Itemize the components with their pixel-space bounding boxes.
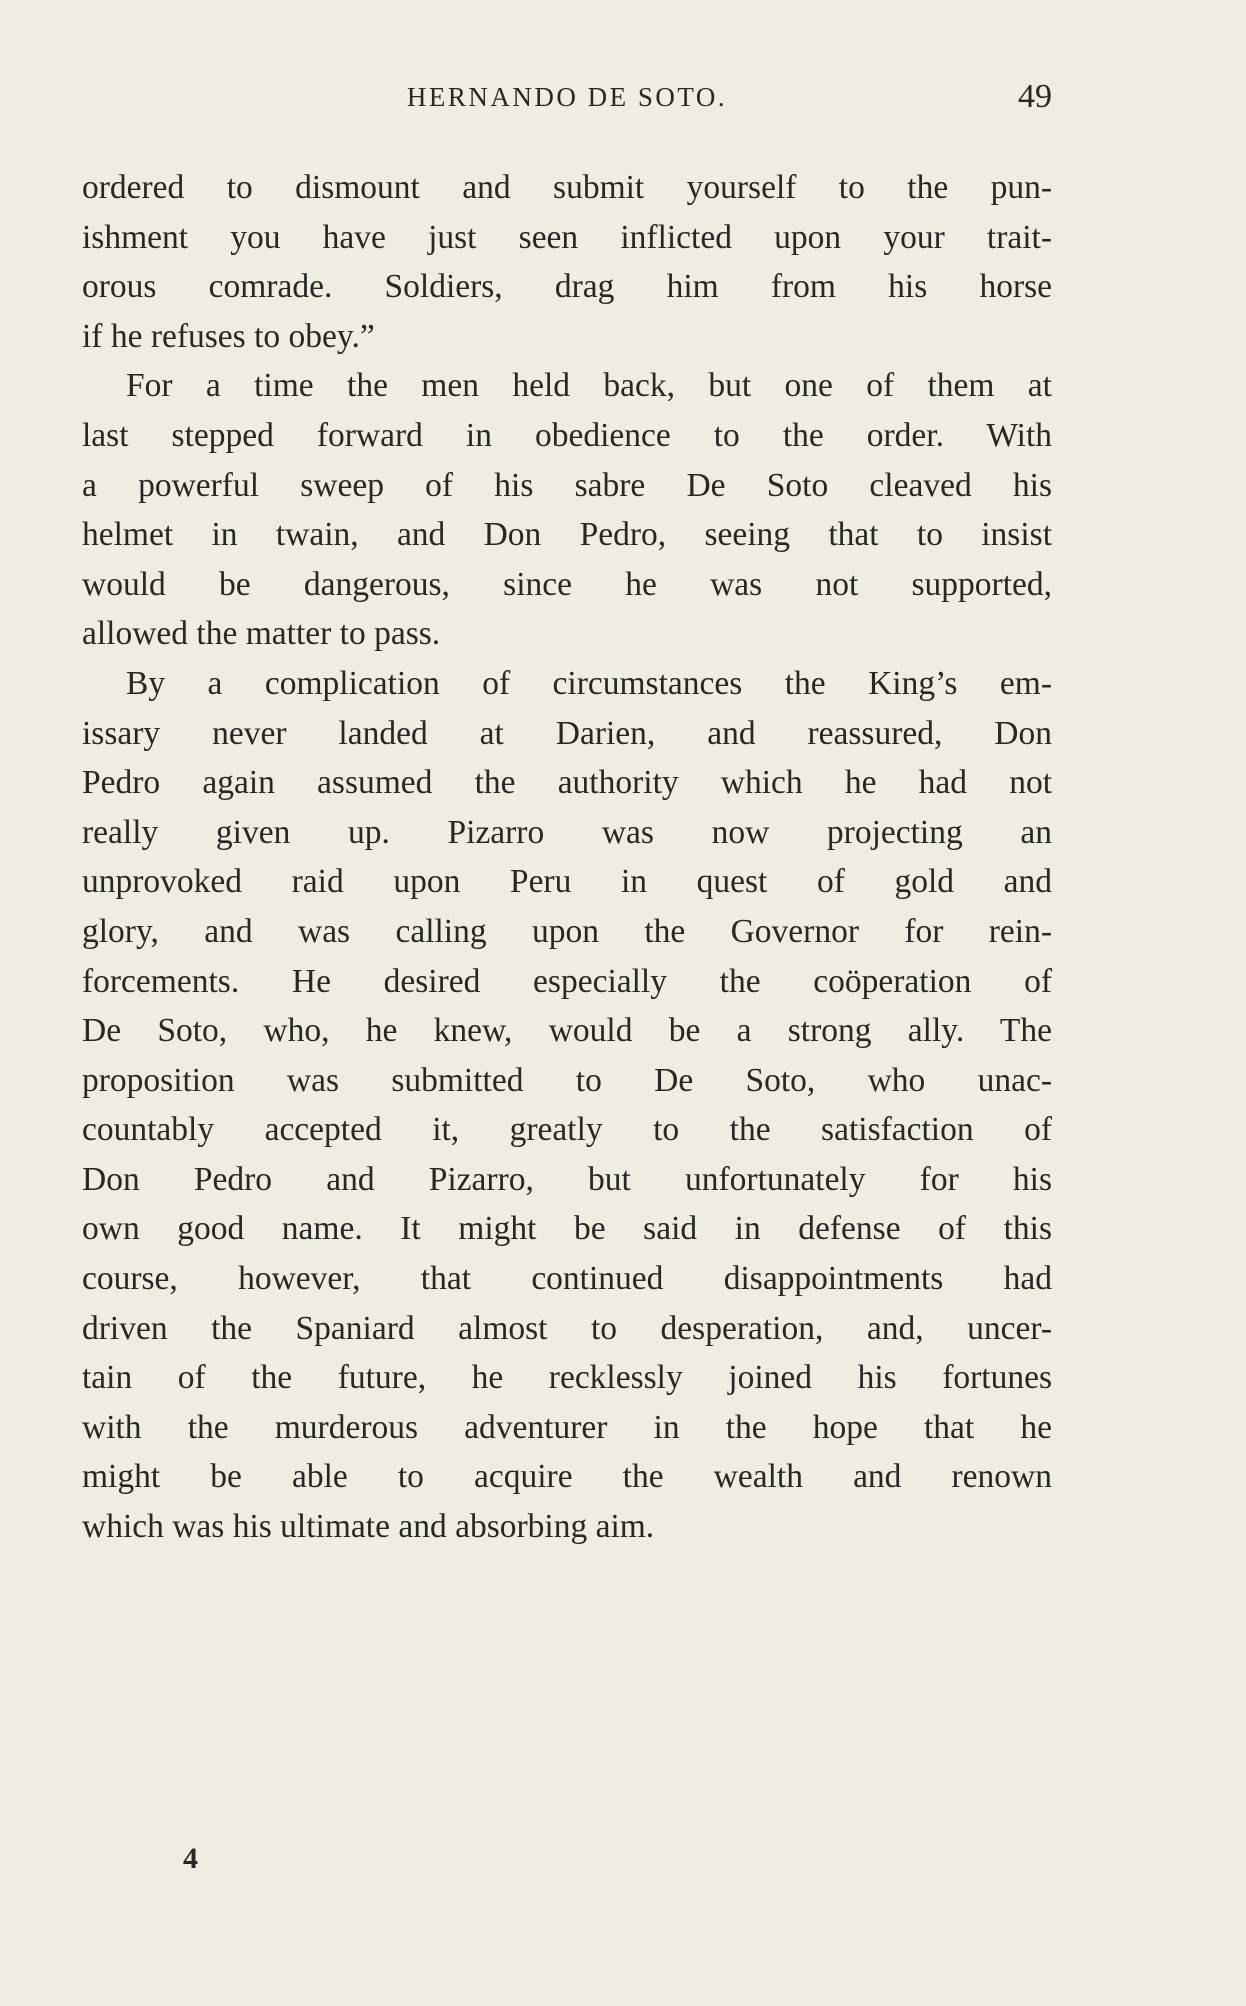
text-line: which was his ultimate and absorbing aim. — [82, 1508, 655, 1546]
text-line: ishment you have just seen inflicted upon your trait- — [82, 218, 1052, 256]
page-number: 49 — [1018, 78, 1052, 115]
text-line: forcements. He desired especially the coöperation of — [82, 962, 1052, 1000]
text-line: helmet in twain, and Don Pedro, seeing that to insist — [82, 516, 1052, 554]
text-line: might be able to acquire the wealth and renown — [82, 1458, 1052, 1496]
text-line: if he refuses to obey.” — [82, 317, 375, 355]
text-line: allowed the matter to pass. — [82, 615, 441, 653]
running-title: HERNANDO DE SOTO. — [406, 82, 728, 112]
text-line: De Soto, who, he knew, would be a strong ally. The — [82, 1012, 1052, 1050]
body-text — [82, 163, 1052, 1552]
text-line: orous comrade. Soldiers, drag him from his horse — [82, 268, 1052, 306]
text-line: Don Pedro and Pizarro, but unfortunately for his — [82, 1160, 1052, 1198]
text-line: countably accepted it, greatly to the satisfaction of — [82, 1111, 1052, 1149]
text-line: issary never landed at Darien, and reassured, Don — [82, 714, 1052, 752]
text-line: Pedro again assumed the authority which he had not — [82, 764, 1052, 802]
text-line: glory, and was calling upon the Governor for rein- — [82, 912, 1052, 950]
text-line: with the murderous adventurer in the hope that he — [82, 1408, 1052, 1446]
text-line: course, however, that continued disappointments had — [82, 1260, 1052, 1298]
text-line: tain of the future, he recklessly joined his fortunes — [82, 1359, 1052, 1397]
running-head — [82, 78, 1052, 118]
paragraph-first-line: For a time the men held back, but one of them at — [126, 367, 1052, 405]
text-line: a powerful sweep of his sabre De Soto cleaved his — [82, 466, 1052, 504]
text-line: own good name. It might be said in defense of this — [82, 1210, 1052, 1248]
paragraph-first-line: By a complication of circumstances the King’s em- — [126, 664, 1052, 702]
text-line: ordered to dismount and submit yourself to the pun- — [82, 169, 1052, 206]
text-line: unprovoked raid upon Peru in quest of gold and — [82, 863, 1052, 901]
signature-mark: 4 — [183, 1842, 198, 1875]
text-line: would be dangerous, since he was not supported, — [82, 565, 1052, 603]
text-line: really given up. Pizarro was now projecting an — [82, 813, 1052, 851]
text-line: last stepped forward in obedience to the order. With — [82, 416, 1052, 454]
text-line: driven the Spaniard almost to desperation, and, uncer- — [82, 1309, 1052, 1347]
text-line: proposition was submitted to De Soto, who unac- — [82, 1061, 1052, 1099]
